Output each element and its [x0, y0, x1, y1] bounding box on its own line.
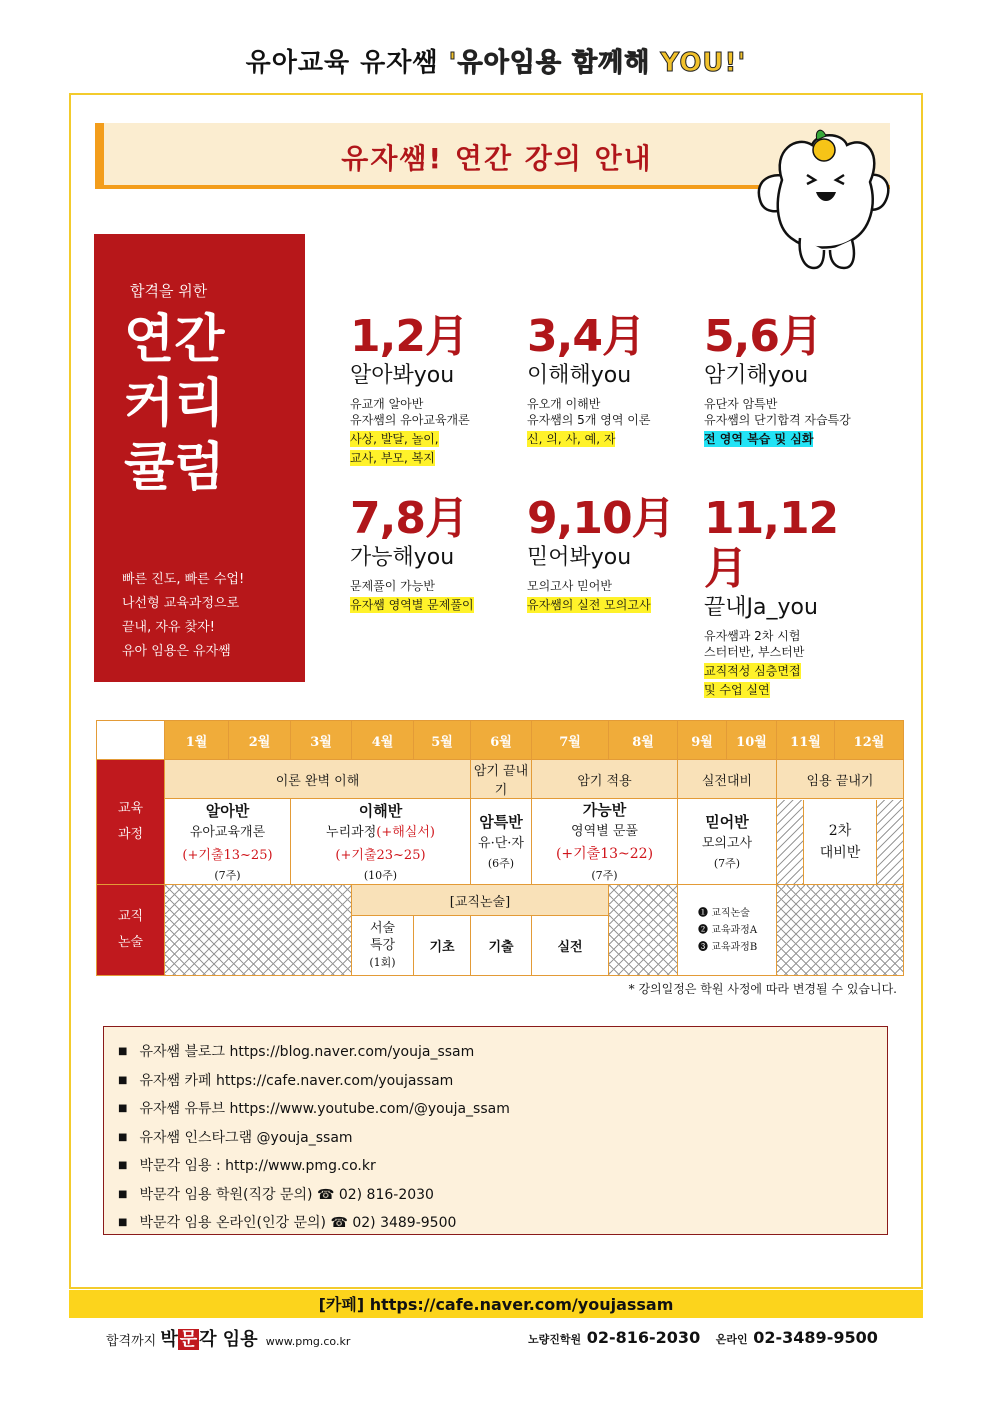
course-name: 가능반 [582, 801, 627, 819]
month-highlight: 및 수업 실연 [704, 683, 770, 697]
row-label-line: 교직 [117, 909, 144, 924]
row-label-line: 교육 [117, 801, 144, 816]
academy-phone: 02-816-2030 [586, 1328, 701, 1347]
month-label: 1,2月 [350, 311, 468, 362]
month-keyword: 끝내Ja_you [704, 595, 818, 620]
month-course: 문제풀이 가능반 [350, 579, 435, 593]
footer-tagline: 합격까지 [106, 1334, 157, 1349]
panel-desc-line: 유아 임용은 유자쌤 [122, 644, 231, 659]
course-amteuk-cell [471, 799, 532, 885]
bear-mascot-icon [752, 120, 897, 275]
links-box [103, 1026, 888, 1235]
link-item[interactable]: ■ 박문각 임용 : http://www.pmg.co.kr [118, 1153, 887, 1182]
hatch-area [165, 885, 352, 976]
course-name: 믿어반 [705, 813, 749, 831]
month-header: 6월 [471, 721, 532, 760]
month-highlight: 사상, 발달, 놀이, [350, 432, 439, 446]
row-label-line: 과정 [117, 827, 144, 842]
course-sub: 유아교육개론 [189, 824, 266, 840]
month-header: 7월 [532, 721, 609, 760]
nonsul-seosul [352, 916, 414, 976]
panel-desc-line: 끝내, 자유 찾자! [122, 620, 215, 635]
cafe-bar[interactable]: [카페] https://cafe.naver.com/youjassam [69, 1290, 923, 1318]
month-header: 5월 [414, 721, 471, 760]
course-weeks: (7주) [713, 857, 741, 870]
category-cell: 이론 완벽 이해 [165, 760, 471, 799]
category-cell: 임용 끝내기 [777, 760, 904, 799]
footer-contacts [528, 1328, 878, 1347]
online-label: 온라인 [715, 1333, 748, 1346]
nonsul-text: 서술 [369, 921, 396, 936]
link-item[interactable]: ■ 유자쌤 유튜브 https://www.youtube.com/@youja_ssam [118, 1096, 887, 1125]
month-label: 9,10月 [527, 493, 675, 544]
brand-part: 문 [179, 1329, 198, 1350]
month-keyword: 가능해you [350, 545, 455, 570]
panel-subtitle: 합격을 위한 [130, 282, 208, 300]
curriculum-panel [94, 234, 305, 682]
panel-desc-line: 빠른 진도, 빠른 수업! [122, 572, 245, 587]
month-block [350, 494, 520, 613]
month-label: 5,6月 [704, 311, 822, 362]
brand-part: 각 임용 [199, 1329, 258, 1350]
nonsul-gicho: 기초 [414, 916, 471, 976]
month-block [704, 312, 874, 447]
panel-desc-line: 나선형 교육과정으로 [122, 596, 240, 611]
hatch-area [777, 885, 904, 976]
page-header [0, 42, 992, 79]
mock-item: ❸ 교육과정B [698, 941, 758, 953]
course-weeks: (7주) [591, 869, 618, 882]
month-block [704, 494, 874, 698]
month-keyword: 믿어봐you [527, 545, 632, 570]
course-2cha [804, 800, 876, 884]
month-label: 11,12月 [704, 493, 839, 594]
panel-heading-line: 커리 [124, 374, 225, 434]
nonsul-silj: 실전 [532, 916, 609, 976]
link-item[interactable]: ■ 박문각 임용 학원(직강 문의) ☎ 02) 816-2030 [118, 1182, 887, 1211]
link-item[interactable]: ■ 유자쌤 인스타그램 @youja_ssam [118, 1125, 887, 1154]
panel-description [122, 568, 244, 664]
month-header: 1월 [165, 721, 229, 760]
course-weeks: (10주) [363, 868, 398, 882]
mock-item: ❷ 교육과정A [698, 924, 758, 936]
hatch-area [609, 885, 678, 976]
month-block [527, 312, 697, 447]
month-course-desc: 스터터반, 부스터반 [704, 645, 805, 659]
course-sub-extra: (+해실서) [376, 824, 435, 840]
month-course: 유단자 암특반 [704, 397, 778, 411]
mock-item: ❶ 교직논술 [698, 907, 750, 919]
month-keyword: 알아봐you [350, 363, 455, 388]
category-cell: 실전대비 [678, 760, 777, 799]
course-extra: (+기출13~22) [555, 846, 654, 862]
course-sub: 영역별 문풀 [571, 824, 638, 839]
month-header: 9월 [678, 721, 727, 760]
month-header: 4월 [352, 721, 414, 760]
month-label: 3,4月 [527, 311, 645, 362]
month-block [350, 312, 520, 466]
category-cell: 암기 끝내기 [471, 760, 532, 799]
month-highlight: 유자쌤의 실전 모의고사 [527, 598, 651, 612]
month-highlight: 전 영역 복습 및 심화 [704, 432, 814, 446]
month-header: 11월 [777, 721, 835, 760]
category-cell: 암기 적용 [532, 760, 678, 799]
month-course-desc: 유자쌤의 유아교육개론 [350, 413, 470, 427]
course-ala-cell [165, 799, 291, 885]
panel-heading-line: 큘럼 [124, 438, 225, 498]
brand-logo [160, 1329, 257, 1350]
course-2cha-cell [777, 799, 904, 885]
academy-label: 노량진학원 [528, 1333, 582, 1346]
hatch-area [777, 800, 804, 884]
schedule-table [96, 720, 904, 976]
course-name: 이해반 [358, 801, 403, 820]
month-label: 7,8月 [350, 493, 468, 544]
nonsul-gichul: 기출 [471, 916, 532, 976]
month-course: 유오개 이해반 [527, 397, 601, 411]
month-block [527, 494, 697, 613]
month-course-desc: 유자쌤의 단기합격 자습특강 [704, 413, 851, 427]
course-mideo-cell [678, 799, 777, 885]
course-weeks: (6주) [487, 857, 515, 870]
course-name: 암특반 [479, 813, 523, 831]
month-course: 유자쌤과 2차 시험 [704, 629, 801, 643]
month-course: 유교개 알아반 [350, 397, 424, 411]
month-highlight: 신, 의, 사, 예, 자 [527, 432, 616, 446]
month-course: 모의고사 믿어반 [527, 579, 612, 593]
course-sub: 유·단·자 [478, 836, 524, 851]
course-sub: 모의고사 [701, 836, 753, 851]
month-keyword: 이해해you [527, 363, 632, 388]
online-phone: 02-3489-9500 [753, 1328, 878, 1347]
course-name: 대비반 [819, 844, 861, 861]
link-item[interactable]: ■ 박문각 임용 온라인(인강 문의) ☎ 02) 3489-9500 [118, 1210, 887, 1239]
course-extra: (+기출13~25) [182, 847, 273, 863]
month-header: 10월 [727, 721, 777, 760]
course-ihae-cell [291, 799, 471, 885]
footer-site[interactable]: www.pmg.co.kr [265, 1335, 351, 1348]
nonsul-title: [교직논술] [352, 885, 609, 916]
month-highlight: 교직적성 심층면접 [704, 664, 801, 678]
footer-brand [106, 1325, 350, 1351]
page-title: 유자쌤! 연간 강의 안내 [341, 142, 653, 175]
month-header: 8월 [609, 721, 678, 760]
nonsul-text: (1회) [369, 956, 396, 969]
mock-exam-items [678, 885, 777, 976]
table-corner [97, 721, 165, 760]
course-extra: (+기출23~25) [335, 847, 426, 863]
panel-heading-line: 연간 [124, 310, 225, 370]
course-name: 2차 [828, 822, 852, 839]
month-highlight: 교사, 부모, 복지 [350, 451, 435, 465]
header-slogan: '유아임용 함께해 YOU!' [448, 48, 747, 78]
month-header: 12월 [835, 721, 904, 760]
header-part1: 유아교육 유자쌤 [245, 48, 449, 78]
schedule-note: * 강의일정은 학원 사정에 따라 변경될 수 있습니다. [628, 982, 897, 996]
row-label-course [97, 760, 165, 885]
month-highlight: 유자쌤 영역별 문제풀이 [350, 598, 474, 612]
course-weeks: (7주) [214, 868, 241, 882]
month-keyword: 암기해you [704, 363, 809, 388]
row-label-nonsul [97, 885, 165, 976]
month-header: 3월 [291, 721, 352, 760]
row-label-line: 논술 [117, 935, 144, 950]
course-ganeung-cell [532, 799, 678, 885]
course-name: 알아반 [205, 801, 250, 820]
brand-part: 박 [160, 1329, 178, 1350]
panel-heading [124, 308, 224, 500]
nonsul-text: 특강 [369, 938, 396, 953]
course-sub: 누리과정 [326, 824, 377, 840]
month-header: 2월 [229, 721, 291, 760]
link-item[interactable]: ■ 유자쌤 블로그 https://blog.naver.com/youja_ssam [118, 1039, 887, 1068]
month-course-desc: 유자쌤의 5개 영역 이론 [527, 413, 651, 427]
link-item[interactable]: ■ 유자쌤 카페 https://cafe.naver.com/youjassam [118, 1068, 887, 1097]
hatch-area [876, 800, 903, 884]
